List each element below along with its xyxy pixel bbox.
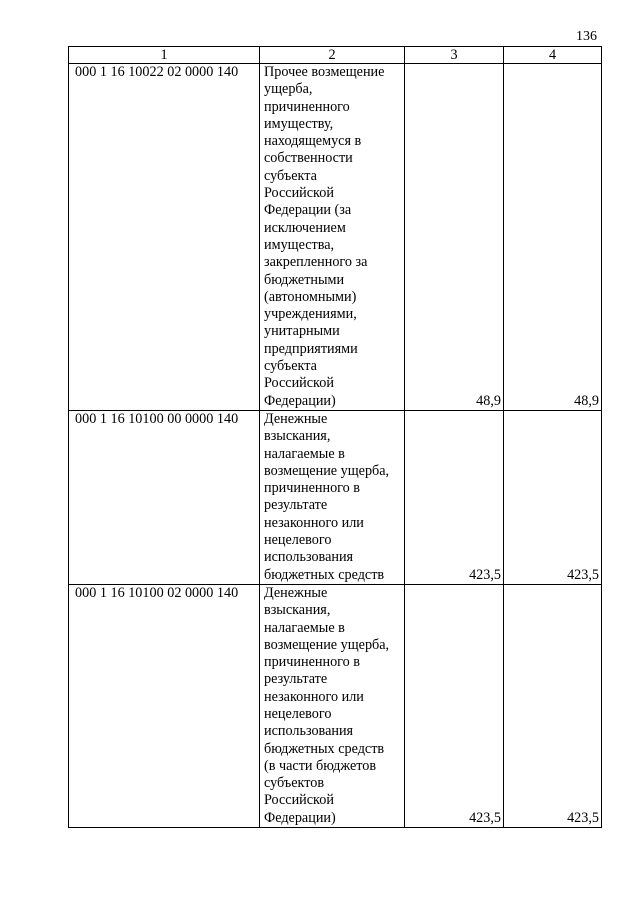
- name-line: предприятиями: [264, 340, 358, 357]
- name-line: субъекта: [264, 167, 317, 184]
- name-line: бюджетных средств: [264, 566, 385, 583]
- name-line: незаконного или: [264, 688, 364, 705]
- column-header-4: 4: [504, 47, 602, 64]
- name-line: исключением: [264, 219, 346, 236]
- name-line: налагаемые в: [264, 619, 345, 636]
- name-line: взыскания,: [264, 428, 331, 445]
- column-number-header-row: [69, 47, 602, 64]
- amount-column-4: 423,5: [504, 410, 602, 584]
- name-line: результате: [264, 671, 328, 688]
- amount-column-4: 423,5: [504, 584, 602, 827]
- table-row: [69, 584, 602, 827]
- revenue-item-name: [260, 584, 405, 827]
- table-row: [69, 64, 602, 411]
- name-line: бюджетных средств: [264, 740, 385, 757]
- name-line: унитарными: [264, 323, 340, 340]
- name-line: субъекта: [264, 358, 317, 375]
- budget-classification-code: 000 1 16 10100 02 0000 140: [69, 584, 260, 827]
- name-line: возмещение ущерба,: [264, 636, 390, 653]
- amount-column-3: 423,5: [405, 584, 504, 827]
- column-header-3: 3: [405, 47, 504, 64]
- budget-revenue-table: [68, 46, 602, 828]
- name-line: Федерации): [264, 809, 336, 826]
- amount-column-4: 48,9: [504, 64, 602, 411]
- name-line: учреждениями,: [264, 306, 357, 323]
- name-line: нецелевого: [264, 532, 332, 549]
- name-line: собственности: [264, 150, 353, 167]
- table-row: [69, 410, 602, 584]
- name-line: взыскания,: [264, 602, 331, 619]
- name-line: бюджетными: [264, 271, 345, 288]
- name-line: ущерба,: [264, 81, 313, 98]
- amount-column-3: 48,9: [405, 64, 504, 411]
- name-line: использования: [264, 723, 354, 740]
- budget-classification-code: 000 1 16 10022 02 0000 140: [69, 64, 260, 411]
- name-line: находящемуся в: [264, 133, 362, 150]
- revenue-item-name: [260, 64, 405, 411]
- name-line: незаконного или: [264, 514, 364, 531]
- amount-column-3: 423,5: [405, 410, 504, 584]
- revenue-item-name: [260, 410, 405, 584]
- name-line: субъектов: [264, 775, 325, 792]
- column-header-1: 1: [69, 47, 260, 64]
- name-line: Прочее возмещение: [264, 64, 385, 80]
- name-line: налагаемые в: [264, 445, 345, 462]
- name-line: нецелевого: [264, 705, 332, 722]
- name-line: Денежные: [264, 410, 328, 427]
- column-header-2: 2: [260, 47, 405, 64]
- name-line: (в части бюджетов: [264, 757, 377, 774]
- name-line: Российской: [264, 185, 334, 202]
- name-line: Федерации (за: [264, 202, 352, 219]
- name-line: причиненного: [264, 98, 350, 115]
- name-line: использования: [264, 549, 354, 566]
- budget-classification-code: 000 1 16 10100 00 0000 140: [69, 410, 260, 584]
- name-line: результате: [264, 497, 328, 514]
- name-line: причиненного в: [264, 480, 360, 497]
- name-line: Российской: [264, 375, 334, 392]
- name-line: Российской: [264, 792, 334, 809]
- name-line: закрепленного за: [264, 254, 368, 271]
- page-number: 136: [576, 29, 597, 44]
- name-line: причиненного в: [264, 654, 360, 671]
- name-line: возмещение ущерба,: [264, 462, 390, 479]
- name-line: имущества,: [264, 236, 335, 253]
- name-line: Денежные: [264, 584, 328, 601]
- name-line: (автономными): [264, 288, 357, 305]
- name-line: Федерации): [264, 392, 336, 409]
- name-line: имуществу,: [264, 115, 334, 132]
